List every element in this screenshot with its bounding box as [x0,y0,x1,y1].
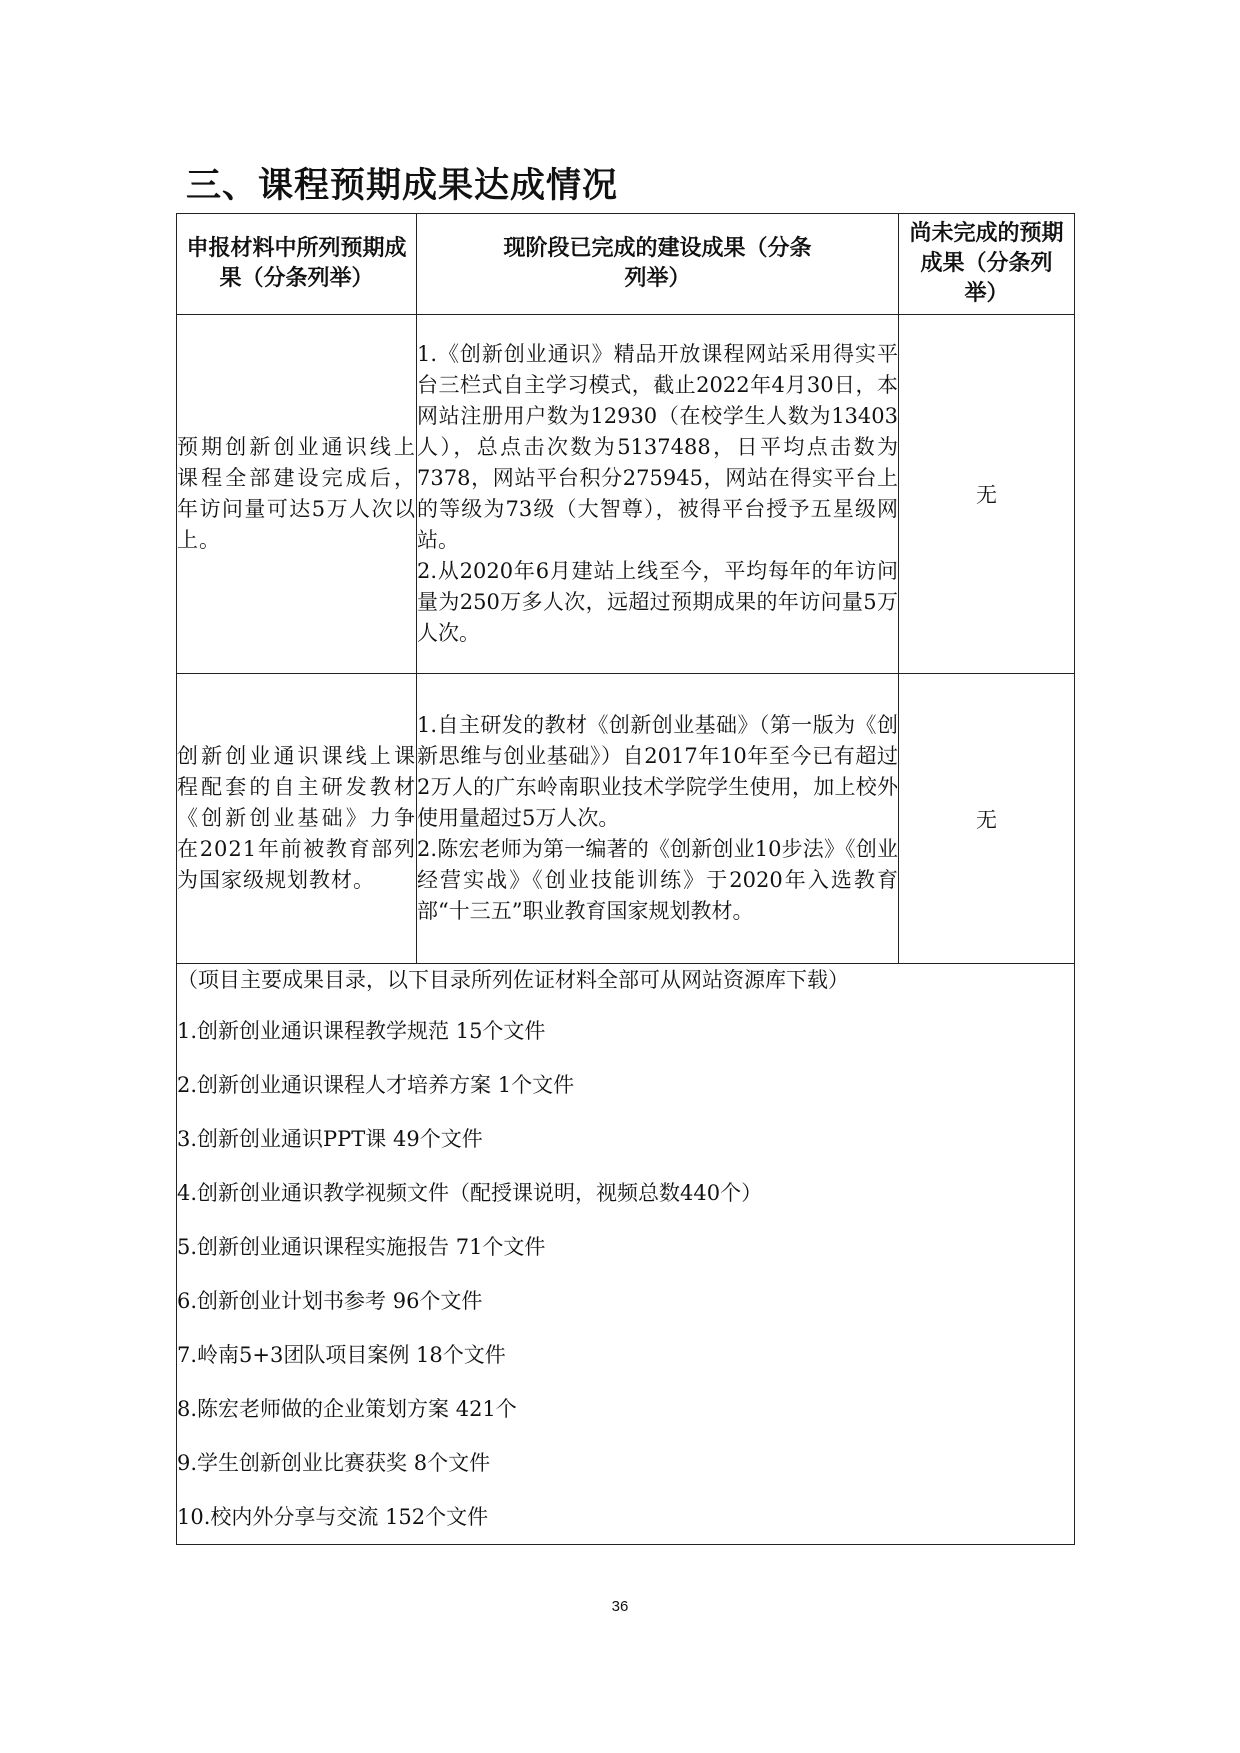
list-item: 9.学生创新创业比赛获奖 8个文件 [177,1451,491,1475]
results-list-intro: （项目主要成果目录，以下目录所列佐证材料全部可从网站资源库下载） [177,968,849,992]
list-item: 8.陈宏老师做的企业策划方案 421个 [177,1397,517,1421]
header-pending [899,214,1075,315]
list-item: 6.创新创业计划书参考 96个文件 [177,1289,483,1313]
table-header-row [177,214,1075,315]
expected-cell: 创新创业通识课线上课程配套的自主研发教材《创新创业基础》力争在2021年前被教育部列为国家级规划教材。 [177,674,417,964]
list-item: 2.创新创业通识课程人才培养方案 1个文件 [177,1073,575,1097]
completed-cell [417,315,899,674]
list-item: 4.创新创业通识教学视频文件（配授课说明，视频总数440个） [177,1181,763,1205]
list-item: 7.岭南5+3团队项目案例 18个文件 [177,1343,506,1367]
table-row [177,315,1075,674]
header-completed [417,214,899,315]
section-heading: 三、课程预期成果达成情况 [186,166,619,206]
header-expected-text: 申报材料中所列预期成果（分条列举） [186,236,407,291]
completed-item: 1.自主研发的教材《创新创业基础》（第一版为《创新思维与创业基础》）自2017年10年至今已有超过2万人的广东岭南职业技术学院学生使用，加上校外使用量超过5万人次。 [417,713,898,830]
expected-cell: 预期创新创业通识线上课程全部建设完成后，年访问量可达5万人次以上。 [177,315,417,674]
table-row [177,674,1075,964]
achievements-table [176,213,1075,1545]
list-item: 3.创新创业通识PPT课 49个文件 [177,1127,483,1151]
completed-item: 1.《创新创业通识》精品开放课程网站采用得实平台三栏式自主学习模式，截止2022年4月30日，本网站注册用户数为12930（在校学生人数为13403人），总点击次数为5137488，日平均点击数为7378，网站平台积分275945，网站在得实平台上的等级为73级（大智尊），被得平台授予五星级网站。 [417,342,898,552]
header-completed-text: 现阶段已完成的建设成果（分条列举） [503,236,812,291]
header-expected [177,214,417,315]
list-item: 1.创新创业通识课程教学规范 15个文件 [177,1019,546,1043]
completed-item: 2.从2020年6月建站上线至今，平均每年的年访问量为250万多人次，远超过预期成果的年访问量5万人次。 [417,559,898,645]
results-list-row [177,964,1075,1545]
list-item: 5.创新创业通识课程实施报告 71个文件 [177,1235,546,1259]
header-pending-text: 尚未完成的预期成果（分条列举） [909,221,1064,306]
completed-item: 2.陈宏老师为第一编著的《创新创业10步法》《创业经营实战》《创业技能训练》于2020年入选教育部“十三五”职业教育国家规划教材。 [417,837,898,923]
page-number: 36 [611,1598,629,1615]
completed-cell [417,674,899,964]
pending-cell: 无 [899,674,1075,964]
list-item: 10.校内外分享与交流 152个文件 [177,1505,489,1529]
pending-cell: 无 [899,315,1075,674]
results-list-cell [177,964,1075,1545]
